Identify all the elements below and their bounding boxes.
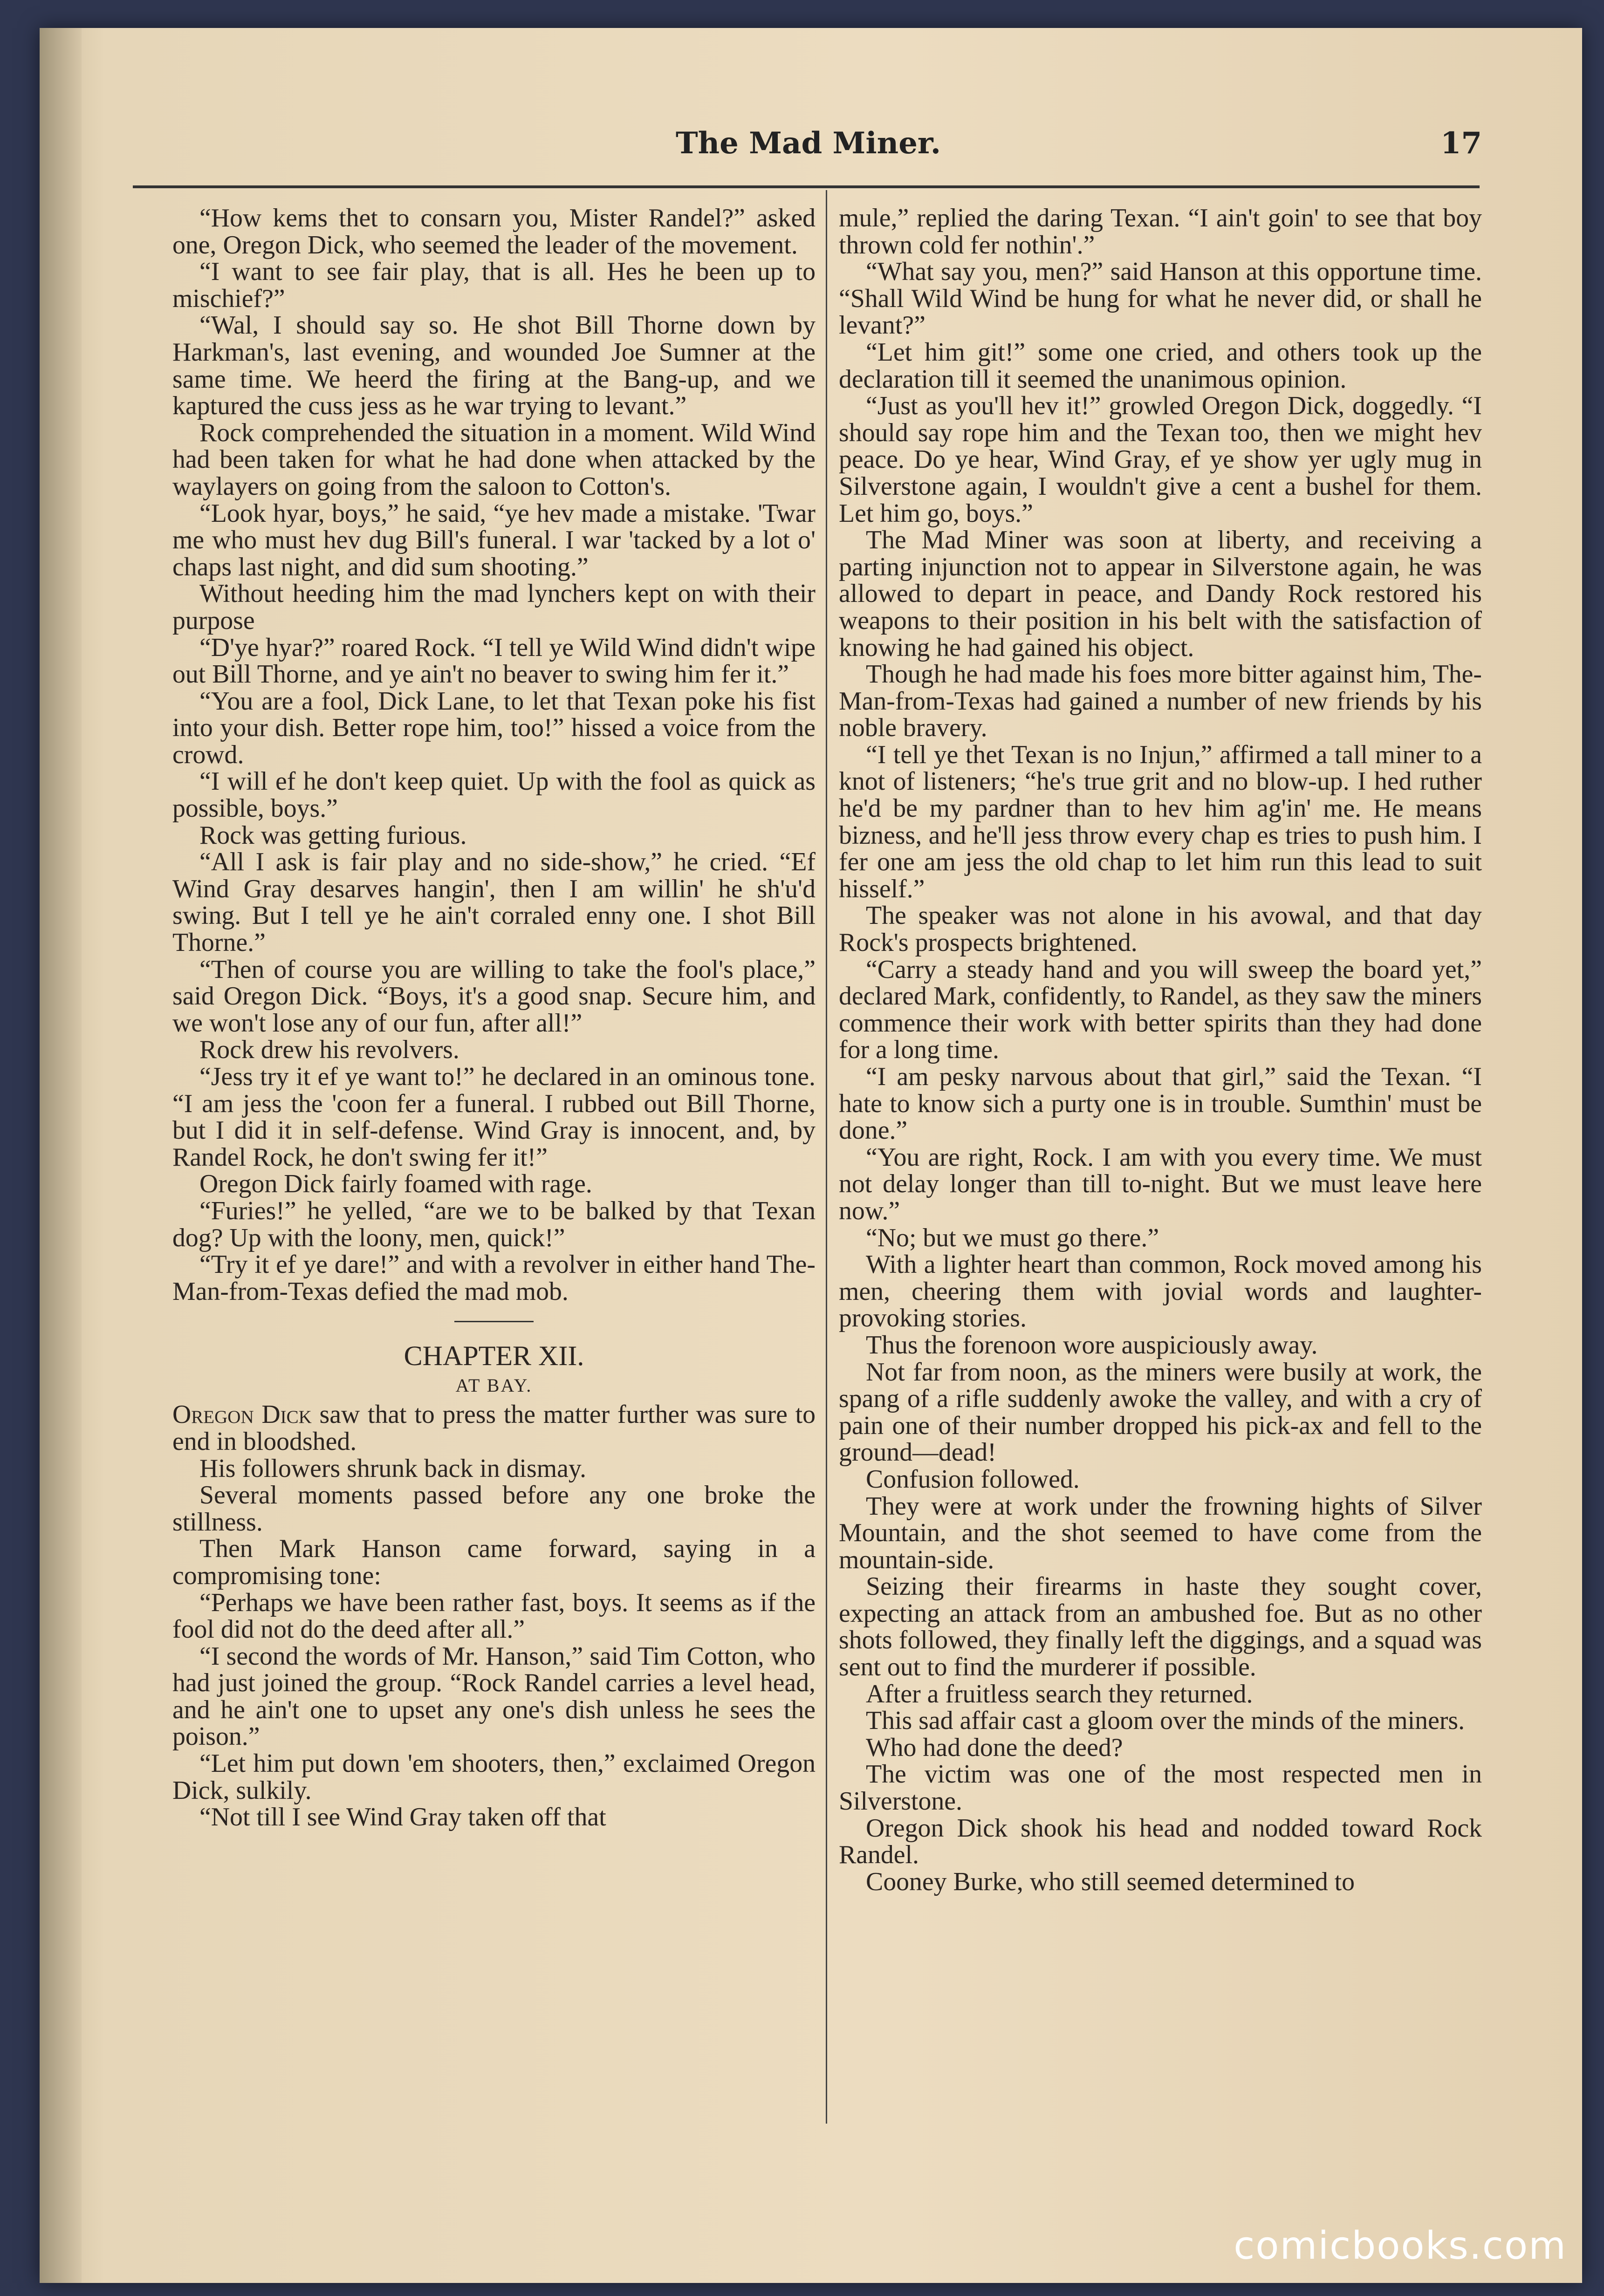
column-divider — [826, 190, 827, 2124]
paragraph: “Not till I see Wind Gray taken off that — [199, 1803, 606, 1832]
right-column — [839, 205, 1482, 1895]
paragraph: After a fruitless search they returned. — [866, 1679, 1253, 1708]
paragraph: Cooney Burke, who still seemed determined to — [866, 1867, 1355, 1896]
paragraph: “I want to see fair play, that is all. Hes he been up to mischief?” — [172, 257, 816, 313]
paragraph: “All I ask is fair play and no side-show,” he cried. “Ef Wind Gray desarves hangin', then I am willin' he sh'u'd swing. But I tell ye he ain't corraled enny one. I shot Bill Thorne.” — [172, 847, 816, 957]
running-title: The Mad Miner. — [676, 126, 941, 161]
paragraph: “I second the words of Mr. Hanson,” said Tim Cotton, who had just joined the group. “Rock Randel carries a level head, and he ain't one to upset any one's dish unless he sees the poison.” — [172, 1641, 816, 1751]
paragraph: With a lighter heart than common, Rock moved among his men, cheering them with jovial words and laughter-provoking stories. — [839, 1250, 1482, 1333]
paragraph: “What say you, men?” said Hanson at this opportune time. “Shall Wild Wind be hung for what he never did, or shall he levant?” — [839, 257, 1482, 340]
paragraph: His followers shrunk back in dismay. — [199, 1454, 587, 1483]
paragraph: “Let him git!” some one cried, and others took up the declaration till it seemed the unanimous opinion. — [839, 337, 1482, 394]
paragraph: “Look hyar, boys,” he said, “ye hev made a mistake. 'Twar me who must hev dug Bill's funeral. I war 'tacked by a lot o' chaps last night, and did sum shooting.” — [172, 499, 816, 581]
paragraph: They were at work under the frowning hights of Silver Mountain, and the shot seemed to have come from the mountain-side. — [839, 1491, 1482, 1574]
header-rule — [133, 185, 1480, 188]
paragraph: “No; but we must go there.” — [866, 1223, 1159, 1252]
paragraph: The speaker was not alone in his avowal, and that day Rock's prospects brightened. — [839, 901, 1482, 957]
paragraph: This sad affair cast a gloom over the minds of the miners. — [866, 1706, 1465, 1736]
right-first-line: mule,” replied the daring Texan. “I ain't goin' to see that boy thrown cold fer nothin'.” — [839, 204, 1482, 260]
paragraph: Confusion followed. — [866, 1464, 1080, 1494]
paragraph: “How kems thet to consarn you, Mister Randel?” asked one, Oregon Dick, who seemed the leader of the movement. — [172, 204, 816, 260]
paragraph: Seizing their firearms in haste they sought cover, expecting an attack from an ambushed foe. But as no other shots followed, they finally left the diggings, and a squad was sent out to find the murderer if possible. — [839, 1572, 1482, 1682]
right-paragraphs — [839, 259, 1482, 1895]
left-column — [172, 205, 816, 1831]
paragraph: The Mad Miner was soon at liberty, and receiving a parting injunction not to appear in Silverstone again, he was allowed to depart in peace, and Dandy Rock restored his weapons to their position in his belt with the satisfaction of knowing he had gained his object. — [839, 526, 1482, 662]
page-header — [140, 114, 1482, 179]
watermark: comicbooks.com — [1234, 2224, 1567, 2268]
paragraph: Who had done the deed? — [866, 1733, 1123, 1762]
chapter-subtitle: AT BAY. — [455, 1375, 533, 1396]
chapter-lead-paragraph — [172, 1401, 816, 1455]
paragraph: “Just as you'll hev it!” growled Oregon Dick, doggedly. “I should say rope him and the Texan too, then we might hev peace. Do ye hear, Wind Gray, ef ye show yer ugly mug in Silverstone again, I wouldn't give a cent a bushel for them. Let him go, boys.” — [839, 391, 1482, 528]
paragraph: “D'ye hyar?” roared Rock. “I tell ye Wild Wind didn't wipe out Bill Thorne, and ye ain't no beaver to swing him fer it.” — [172, 633, 816, 689]
paragraph: “Wal, I should say so. He shot Bill Thorne down by Harkman's, last evening, and wounded Joe Sumner at the same time. We heerd the firing at the Bang-up, and we kaptured the cuss jess as he war trying to levant.” — [172, 311, 816, 421]
chapter-lead-smallcaps: Oregon Dick — [172, 1400, 312, 1429]
paragraph: Without heeding him the mad lynchers kept on with their purpose — [172, 579, 816, 635]
paragraph: “I tell ye thet Texan is no Injun,” affirmed a tall miner to a knot of listeners; “he's true grit and no blow-up. I hed ruther he'd be my pardner than to hev him ag'in' me. He means bizness, and he'll jess throw every chap es tries to push him. I fer one am jess the old chap to let him run this lead to suit hisself.” — [839, 740, 1482, 903]
paragraph: The victim was one of the most respected men in Silverstone. — [839, 1760, 1482, 1816]
chapter-lead-rest: saw that to press the matter further was sure to end in bloodshed. — [172, 1400, 816, 1456]
paragraph: Oregon Dick shook his head and nodded toward Rock Randel. — [839, 1813, 1482, 1870]
left-paragraphs-after — [172, 1456, 816, 1831]
paragraph: “Then of course you are willing to take the fool's place,” said Oregon Dick. “Boys, it's a good snap. Secure him, and we won't lose any of our fun, after all!” — [172, 955, 816, 1038]
paragraph: “I will ef he don't keep quiet. Up with the fool as quick as possible, boys.” — [172, 767, 816, 823]
paragraph: “Let him put down 'em shooters, then,” exclaimed Oregon Dick, sulkily. — [172, 1749, 816, 1805]
left-paragraphs-before — [172, 205, 816, 1305]
paragraph: “Carry a steady hand and you will sweep the board yet,” declared Mark, confidently, to Randel, as they saw the miners commence their work with better spirits than they had done for a long time. — [839, 955, 1482, 1065]
paragraph: “Jess try it ef ye want to!” he declared in an ominous tone. “I am jess the 'coon fer a funeral. I rubbed out Bill Thorne, but I did it in self-defense. Wind Gray is innocent, and, by Randel Rock, he don't swing fer it!” — [172, 1062, 816, 1172]
paragraph: Not far from noon, as the miners were busily at work, the spang of a rifle suddenly awoke the valley, and with a cry of pain one of their number dropped his pick-ax and fell to the ground—dead! — [839, 1357, 1482, 1467]
paragraph: Several moments passed before any one broke the stillness. — [172, 1481, 816, 1537]
paragraph: “I am pesky narvous about that girl,” said the Texan. “I hate to know sich a purty one is in trouble. Sumthin' must be done.” — [839, 1062, 1482, 1145]
paragraph: Rock was getting furious. — [199, 820, 467, 850]
section-divider — [454, 1321, 534, 1322]
page-number: 17 — [1440, 126, 1482, 161]
page-gutter — [40, 28, 82, 2283]
paragraph: Though he had made his foes more bitter against him, The-Man-from-Texas had gained a number of new friends by his noble bravery. — [839, 660, 1482, 743]
paragraph: “Furies!” he yelled, “are we to be balked by that Texan dog? Up with the loony, men, quick!” — [172, 1196, 816, 1252]
chapter-title: CHAPTER XII. — [404, 1340, 584, 1372]
paragraph: “You are a fool, Dick Lane, to let that Texan poke his fist into your dish. Better rope him, too!” hissed a voice from the crowd. — [172, 686, 816, 769]
paragraph: Oregon Dick fairly foamed with rage. — [199, 1169, 592, 1199]
paragraph: Then Mark Hanson came forward, saying in a compromising tone: — [172, 1534, 816, 1590]
paragraph: Rock comprehended the situation in a moment. Wild Wind had been taken for what he had done when attacked by the waylayers on going from the saloon to Cotton's. — [172, 418, 816, 501]
paragraph: “Perhaps we have been rather fast, boys. It seems as if the fool did not do the deed after all.” — [172, 1588, 816, 1644]
paragraph: “Try it ef ye dare!” and with a revolver in either hand The-Man-from-Texas defied the mad mob. — [172, 1250, 816, 1306]
paragraph: Thus the forenoon wore auspiciously away. — [866, 1330, 1318, 1360]
paragraph: Rock drew his revolvers. — [199, 1035, 459, 1065]
paragraph: “You are right, Rock. I am with you every time. We must not delay longer than till to-night. But we must leave here now.” — [839, 1142, 1482, 1225]
